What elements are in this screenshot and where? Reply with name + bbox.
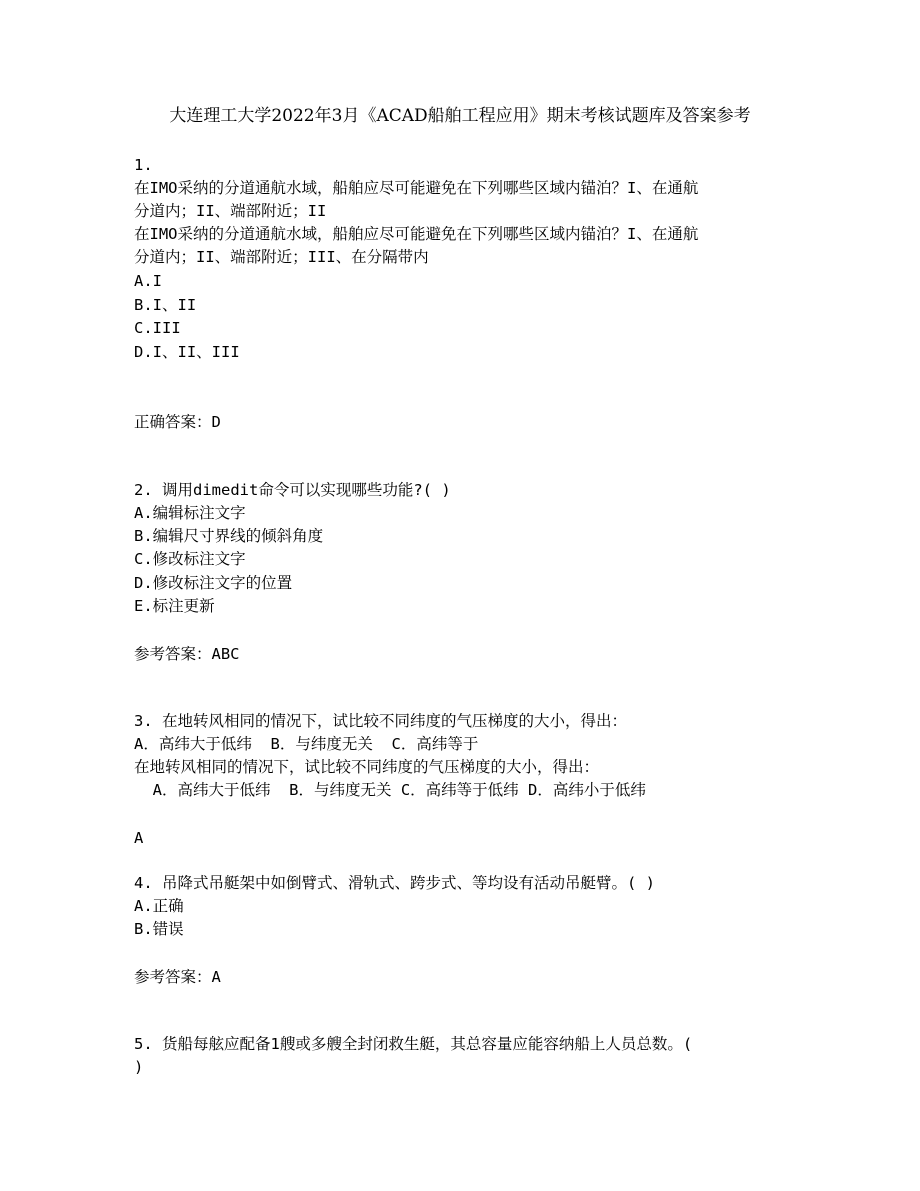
q4-option-b: B.错误 bbox=[134, 920, 184, 938]
q2-option-d: D.修改标注文字的位置 bbox=[134, 574, 293, 592]
q2-option-e: E.标注更新 bbox=[134, 597, 215, 615]
q3-answer: A bbox=[134, 829, 144, 847]
document-title: 大连理工大学2022年3月《ACAD船舶工程应用》期末考核试题库及答案参考 bbox=[169, 106, 751, 126]
q2-text: 2. 调用dimedit命令可以实现哪些功能?( ) bbox=[134, 481, 451, 499]
q1-text-line-4: 分道内；II、端部附近；III、在分隔带内 bbox=[134, 248, 429, 266]
q3-text-line-3: 在地转风相同的情况下，试比较不同纬度的气压梯度的大小，得出： bbox=[134, 758, 600, 776]
q4-answer: 参考答案：A bbox=[134, 968, 221, 986]
q2-option-a: A.编辑标注文字 bbox=[134, 504, 246, 522]
q1-number: 1. bbox=[134, 156, 153, 174]
q4-option-a: A.正确 bbox=[134, 897, 184, 915]
q1-option-b: B.I、II bbox=[134, 296, 197, 314]
q5-text-line-1: 5. 货船每舷应配备1艘或多艘全封闭救生艇，其总容量应能容纳船上人员总数。( bbox=[134, 1035, 693, 1053]
q3-text-line-4: A．高纬大于低纬 B．与纬度无关 C．高纬等于低纬 D．高纬小于低纬 bbox=[134, 781, 646, 799]
q1-text-line-1: 在IMO采纳的分道通航水域，船舶应尽可能避免在下列哪些区域内锚泊？I、在通航 bbox=[134, 179, 699, 197]
q4-text: 4. 吊降式吊艇架中如倒臂式、滑轨式、跨步式、等均设有活动吊艇臂。( ) bbox=[134, 874, 655, 892]
q2-option-b: B.编辑尺寸界线的倾斜角度 bbox=[134, 527, 324, 545]
q1-option-a: A.I bbox=[134, 272, 162, 290]
q3-text-line-1: 3. 在地转风相同的情况下，试比较不同纬度的气压梯度的大小，得出： bbox=[134, 712, 627, 730]
q1-text-line-3: 在IMO采纳的分道通航水域，船舶应尽可能避免在下列哪些区域内锚泊？I、在通航 bbox=[134, 225, 699, 243]
q1-option-d: D.I、II、III bbox=[134, 343, 240, 361]
q1-answer: 正确答案：D bbox=[134, 413, 221, 431]
q1-text-line-2: 分道内；II、端部附近；II bbox=[134, 202, 327, 220]
q1-option-c: C.III bbox=[134, 319, 181, 337]
q5-text-line-2: ) bbox=[134, 1058, 144, 1076]
q2-option-c: C.修改标注文字 bbox=[134, 550, 246, 568]
q2-answer: 参考答案：ABC bbox=[134, 645, 240, 663]
q3-text-line-2: A．高纬大于低纬 B．与纬度无关 C．高纬等于 bbox=[134, 735, 479, 753]
